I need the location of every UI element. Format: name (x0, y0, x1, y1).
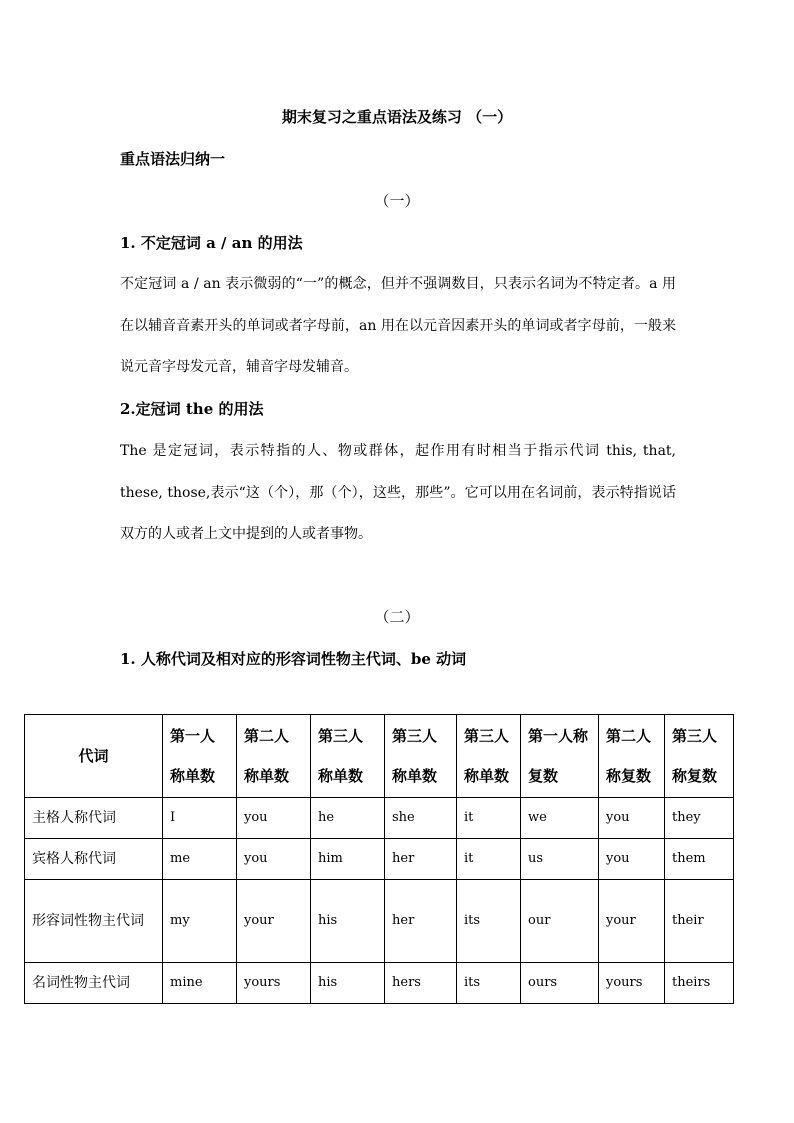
part-one-label: （一） (374, 192, 420, 210)
table-cell: its (457, 880, 521, 963)
table-cell: our (521, 880, 599, 963)
table-cell: he (311, 798, 385, 839)
table-cell: you (599, 839, 665, 880)
item-one-paragraph: 不定冠词 a / an 表示微弱的“一”的概念，但并不强调数目，只表示名词为不特定者。a 用在以辅音音素开头的单词或者字母前，an 用在以元音因素开头的单词或者字母前，一般来说元音字母发元音，辅音字母发辅音。 (120, 276, 676, 375)
table-row (25, 839, 734, 880)
row-header: 形容词性物主代词 (25, 880, 163, 963)
column-header: 第三人称单数 (457, 715, 521, 798)
table-cell: my (163, 880, 237, 963)
column-header: 第三人称单数 (385, 715, 457, 798)
table-row (25, 963, 734, 1004)
section-heading: 重点语法归纳一 (120, 150, 226, 168)
item-three-heading: 1. 人称代词及相对应的形容词性物主代词、be 动词 (120, 650, 467, 668)
table-cell: it (457, 839, 521, 880)
item-one-heading: 1. 不定冠词 a / an 的用法 (120, 234, 303, 252)
table-cell: hers (385, 963, 457, 1004)
column-header: 第三人称复数 (665, 715, 734, 798)
table-cell: her (385, 880, 457, 963)
table-cell: they (665, 798, 734, 839)
table-row (25, 880, 734, 963)
column-header: 第一人称单数 (163, 715, 237, 798)
table-cell: his (311, 880, 385, 963)
table-cell: them (665, 839, 734, 880)
table-cell: theirs (665, 963, 734, 1004)
table-cell: she (385, 798, 457, 839)
table-cell: we (521, 798, 599, 839)
table-cell: its (457, 963, 521, 1004)
row-header: 名词性物主代词 (25, 963, 163, 1004)
document-title: 期末复习之重点语法及练习 （一） (281, 108, 513, 126)
table-cell: me (163, 839, 237, 880)
part-two-label: （二） (374, 608, 420, 626)
table-cell: her (385, 839, 457, 880)
column-header: 第二人称单数 (237, 715, 311, 798)
table-header-row (25, 715, 734, 798)
table-cell: yours (237, 963, 311, 1004)
table-cell: him (311, 839, 385, 880)
table-cell: your (237, 880, 311, 963)
table-cell: you (237, 798, 311, 839)
table-cell: you (599, 798, 665, 839)
table-cell: you (237, 839, 311, 880)
table-row (25, 798, 734, 839)
table-cell: his (311, 963, 385, 1004)
item-two-heading: 2.定冠词 the 的用法 (120, 400, 264, 418)
row-header: 宾格人称代词 (25, 839, 163, 880)
table-cell: us (521, 839, 599, 880)
column-header: 第一人称复数 (521, 715, 599, 798)
table-cell: I (163, 798, 237, 839)
row-header: 主格人称代词 (25, 798, 163, 839)
table-cell: it (457, 798, 521, 839)
table-cell: yours (599, 963, 665, 1004)
table-corner-header: 代词 (25, 715, 163, 798)
column-header: 第二人称复数 (599, 715, 665, 798)
table-cell: your (599, 880, 665, 963)
pronoun-table (24, 714, 734, 1004)
column-header: 第三人称单数 (311, 715, 385, 798)
item-two-paragraph: The 是定冠词，表示特指的人、物或群体，起作用有时相当于指示代词 this, that, these, those,表示“这（个），那（个），这些，那些”。它可以用在名词前，表示特指说话双方的人或者上文中提到的人或者事物。 (120, 443, 676, 542)
table-cell: mine (163, 963, 237, 1004)
table-cell: ours (521, 963, 599, 1004)
table-cell: their (665, 880, 734, 963)
